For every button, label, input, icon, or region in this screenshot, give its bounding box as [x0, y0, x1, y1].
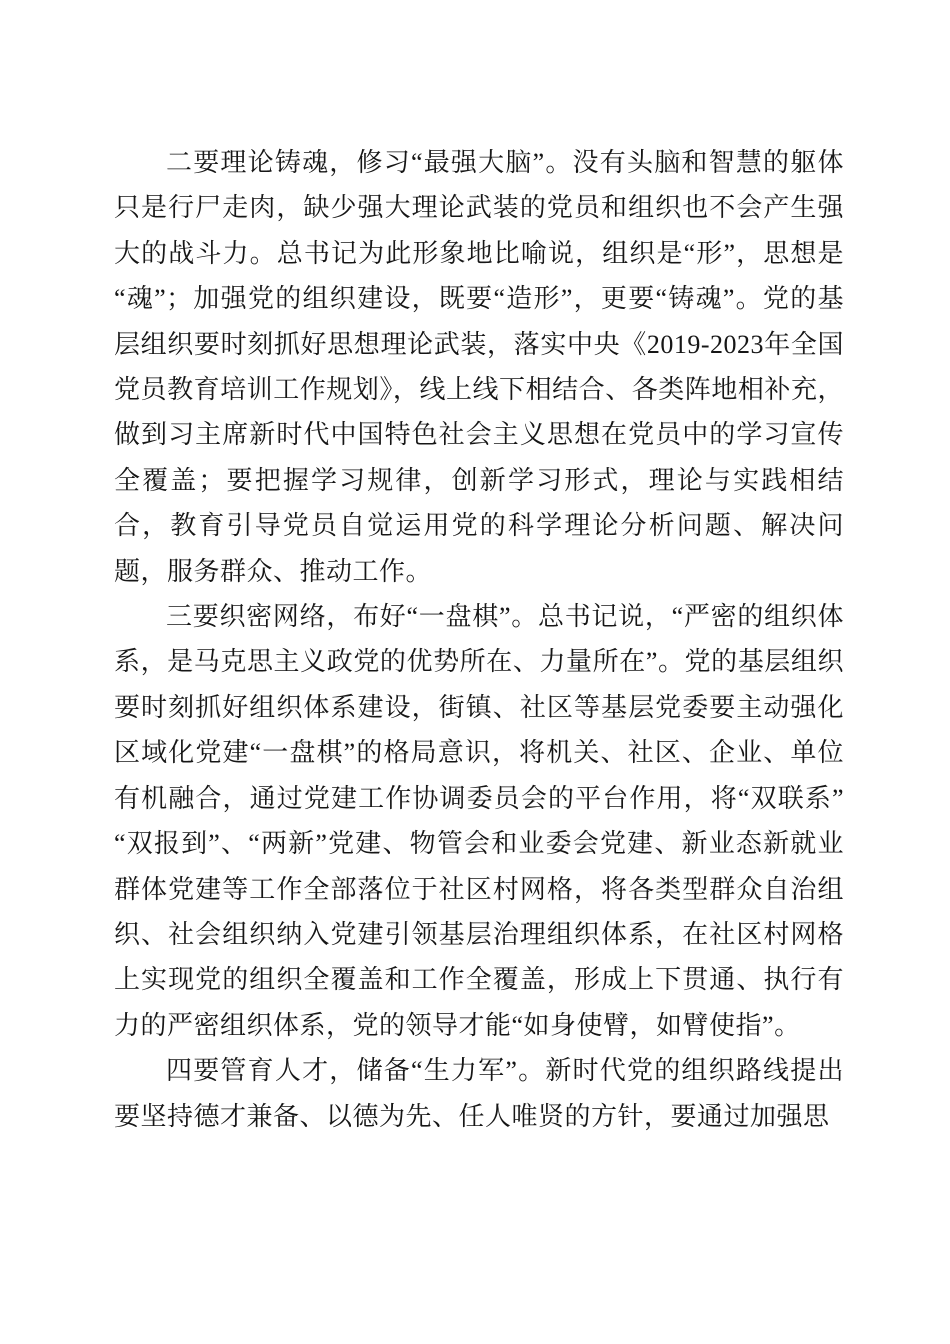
paragraph-organization-network: 三要织密网络，布好“一盘棋”。总书记说，“严密的组织体系，是马克思主义政党的优势所在、力量所在”。党的基层组织要时刻抓好组织体系建设，街镇、社区等基层党委要主动强化区域化党建“一盘棋”的格局意识，将机关、社区、企业、单位有机融合，通过党建工作协调委员会的平台作用，将“双联系”“双报到”、“两新”党建、物管会和业委会党建、新业态新就业群体党建等工作全部落位于社区村网格，将各类型群众自治组织、社会组织纳入党建引领基层治理组织体系，在社区村网格上实现党的组织全覆盖和工作全覆盖，形成上下贯通、执行有力的严密组织体系，党的领导才能“如身使臂，如臂使指”。	[114, 602, 844, 1040]
paragraph-theory-soul: 二要理论铸魂，修习“最强大脑”。没有头脑和智慧的躯体只是行尸走肉，缺少强大理论武装的党员和组织也不会产生强大的战斗力。总书记为此形象地比喻说，组织是“形”，思想是“魂”；加强党的组织建设，既要“造形”，更要“铸魂”。党的基层组织要时刻抓好思想理论武装，落实中央《2019-2023年全国党员教育培训工作规划》，线上线下相结合、各类阵地相补充，做到习主席新时代中国特色社会主义思想在党员中的学习宣传全覆盖；要把握学习规律，创新学习形式，理论与实践相结合，教育引导党员自觉运用党的科学理论分析问题、解决问题，服务群众、推动工作。	[114, 148, 844, 586]
paragraph-talent-reserve: 四要管育人才，储备“生力军”。新时代党的组织路线提出要坚持德才兼备、以德为先、任人唯贤的方针，要通过加强思	[114, 1056, 844, 1131]
document-body	[114, 140, 844, 1139]
